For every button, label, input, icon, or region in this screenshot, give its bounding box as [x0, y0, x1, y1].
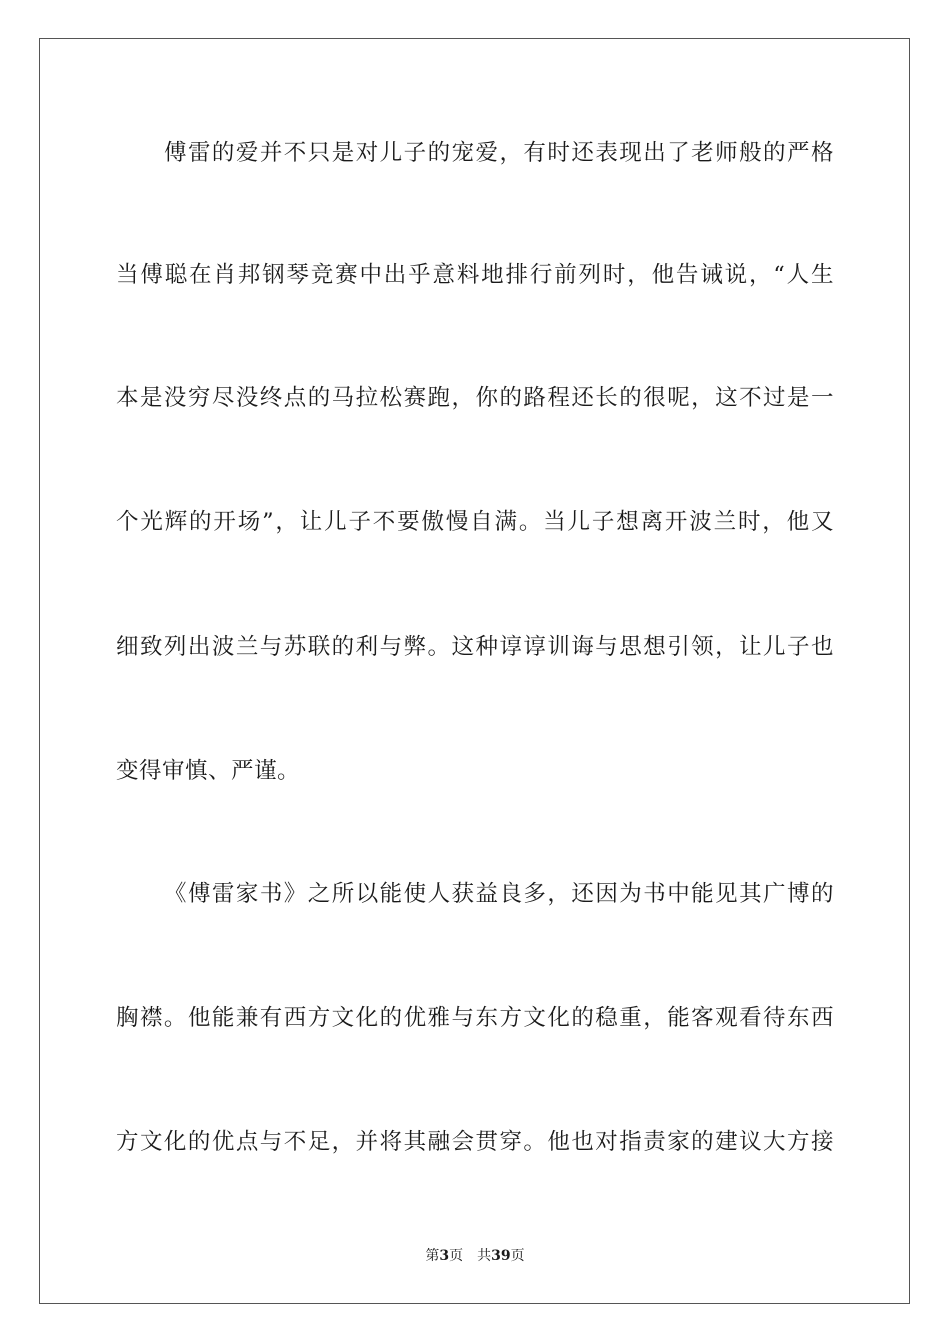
- footer-total-prefix: 共: [477, 1248, 492, 1264]
- text-line: 方文化的优点与不足，并将其融会贯穿。他也对指责家的建议大方接: [116, 1129, 834, 1155]
- footer-total-pages: 39: [491, 1248, 511, 1264]
- text-line: 傅雷的爱并不只是对儿子的宠爱，有时还表现出了老师般的严格: [164, 140, 834, 166]
- text-line: 个光辉的开场”，让儿子不要傲慢自满。当儿子想离开波兰时，他又: [116, 509, 834, 535]
- text-line: 《傅雷家书》之所以能使人获益良多，还因为书中能见其广博的: [164, 881, 834, 907]
- page-footer: [0, 1246, 950, 1266]
- text-line: 当傅聪在肖邦钢琴竞赛中出乎意料地排行前列时，他告诫说，“人生: [116, 262, 834, 288]
- footer-page-number: 3: [439, 1248, 450, 1264]
- footer-total-suffix: 页: [510, 1248, 525, 1264]
- text-line: 变得审慎、严谨。: [116, 758, 301, 784]
- page-frame: [39, 38, 910, 1304]
- text-line: 本是没穷尽没终点的马拉松赛跑，你的路程还长的很呢，这不过是一: [116, 385, 834, 411]
- footer-page-suffix: 页: [449, 1248, 464, 1264]
- text-line: 胸襟。他能兼有西方文化的优雅与东方文化的稳重，能客观看待东西: [116, 1005, 834, 1031]
- text-line: 细致列出波兰与苏联的利与弊。这种谆谆训诲与思想引领，让儿子也: [116, 634, 834, 660]
- footer-page-prefix: 第: [425, 1248, 440, 1264]
